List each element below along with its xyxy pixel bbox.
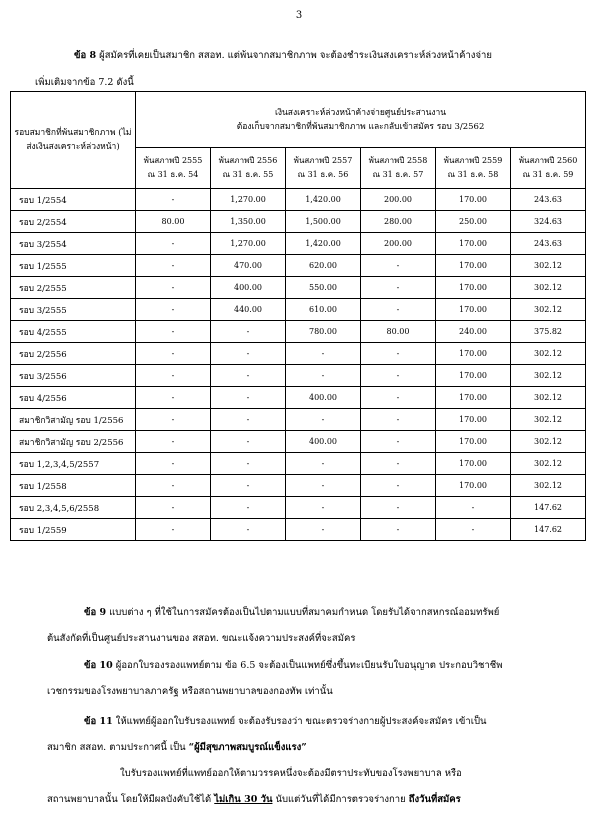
table-cell: - [136,343,211,365]
row-label: รอบ 4/2556 [11,387,136,409]
row-label: รอบ 1,2,3,4,5/2557 [11,453,136,475]
column-date: ณ 31 ธ.ค. 59 [522,170,574,179]
table-cell: 250.00 [436,211,511,233]
column-year: พ้นสภาพปี 2560 [518,156,578,165]
table-cell: - [286,497,361,519]
table-row [11,387,586,409]
table-cell: 1,270.00 [211,189,286,211]
clause-11-text-3: ใบรับรองแพทย์ที่แพทย์ออกให้ตามวรรคหนึ่งจะต้องมีตราประทับของโรงพยาบาล หรือ [120,768,462,779]
row-label: รอบ 2/2556 [11,343,136,365]
clause-8-line-1 [74,42,492,69]
table-cell: - [286,475,361,497]
table-cell: 170.00 [436,453,511,475]
clause-8-label: ข้อ 8 [74,50,97,61]
table-cell: 1,420.00 [286,189,361,211]
table-row [11,453,586,475]
table-cell: - [136,387,211,409]
table-main-header [136,92,586,148]
table-cell: 1,420.00 [286,233,361,255]
table-cell: - [211,519,286,541]
row-label: รอบ 1/2555 [11,255,136,277]
column-year: พ้นสภาพปี 2558 [368,156,428,165]
table-body [11,189,586,541]
table-cell: 302.12 [511,431,586,453]
table-cell: - [136,431,211,453]
row-label: รอบ 3/2555 [11,299,136,321]
table-cell: 280.00 [361,211,436,233]
table-cell: 302.12 [511,299,586,321]
column-date: ณ 31 ธ.ค. 56 [297,170,349,179]
table-row [11,299,586,321]
column-year: พ้นสภาพปี 2556 [218,156,278,165]
table-cell: - [361,365,436,387]
row-label: รอบ 1/2558 [11,475,136,497]
table-cell: - [286,409,361,431]
clause-10-text-1: ผู้ออกใบรองรองแพทย์ตาม ข้อ 6.5 จะต้องเป็นแพทย์ซึ่งขึ้นทะเบียนรับใบอนุญาต ประกอบวิชาชีพ [115,660,503,671]
column-date: ณ 31 ธ.ค. 55 [222,170,274,179]
clause-10-text-2: เวชกรรมของโรงพยาบาลภาครัฐ หรือสถานพยาบาลของกองทัพ เท่านั้น [47,686,333,697]
table-cell: - [211,431,286,453]
table-cell: - [361,453,436,475]
table-cell: - [136,409,211,431]
clause-11-line-2 [47,740,307,755]
table-cell: - [136,299,211,321]
table-cell: 400.00 [211,277,286,299]
clause-11-line-4 [47,792,461,807]
clause-11-text-4-end: ถึงวันที่สมัคร [408,794,461,805]
table-cell: 170.00 [436,277,511,299]
column-year: พ้นสภาพปี 2559 [443,156,503,165]
table-cell: 170.00 [436,431,511,453]
row-label: รอบ 4/2555 [11,321,136,343]
table-cell: 550.00 [286,277,361,299]
table-cell: - [211,343,286,365]
table-cell: - [361,387,436,409]
table-cell: - [136,233,211,255]
table-cell: 170.00 [436,233,511,255]
column-year: พ้นสภาพปี 2555 [143,156,203,165]
table-cell: - [361,431,436,453]
table-cell: - [136,497,211,519]
table-cell: 780.00 [286,321,361,343]
row-label: รอบ 1/2554 [11,189,136,211]
table-cell: 170.00 [436,365,511,387]
table-cell: - [436,497,511,519]
table-cell: - [136,365,211,387]
clause-11-deadline: ไม่เกิน 30 วัน [214,794,273,805]
table-cell: 302.12 [511,453,586,475]
page-number: 3 [295,10,303,21]
table-cell: 302.12 [511,365,586,387]
table-row [11,189,586,211]
column-header-4 [436,148,511,189]
clause-11-line-1 [84,714,487,729]
column-date: ณ 31 ธ.ค. 58 [447,170,499,179]
row-label: รอบ 3/2556 [11,365,136,387]
clause-8-text-2: เพิ่มเติมจากข้อ 7.2 ดังนี้ [35,77,134,88]
table-cell: - [211,409,286,431]
table-row [11,343,586,365]
table-cell: 240.00 [436,321,511,343]
table-cell: - [211,475,286,497]
row-label: รอบ 3/2554 [11,233,136,255]
table-cell: - [211,387,286,409]
table-row [11,409,586,431]
clause-11-text-1: ให้แพทย์ผู้ออกใบรับรองแพทย์ จะต้องรับรองว่า ขณะตรวจร่างกายผู้ประสงค์จะสมัคร เข้าเป็น [115,716,487,727]
table-cell: - [361,519,436,541]
table-cell: - [286,365,361,387]
table-cell: 243.63 [511,189,586,211]
table-cell: - [361,255,436,277]
table-header-row-1 [11,92,586,148]
table-cell: 302.12 [511,475,586,497]
table-cell: - [211,365,286,387]
table-row [11,211,586,233]
table-cell: 170.00 [436,189,511,211]
column-date: ณ 31 ธ.ค. 57 [372,170,424,179]
table-main-header-line-2: ต้องเก็บจากสมาชิกที่พ้นสมาชิกภาพ และกลับเข้าสมัคร รอบ 3/2562 [236,121,485,132]
clause-11-emphasis: “ผู้มีสุขภาพสมบูรณ์แข็งแรง” [188,742,307,753]
table-row [11,475,586,497]
table-cell: - [436,519,511,541]
table-row [11,233,586,255]
table-cell: - [286,519,361,541]
row-label: สมาชิกวิสามัญ รอบ 1/2556 [11,409,136,431]
clause-9-line-1 [84,605,499,620]
table-cell: 170.00 [436,343,511,365]
table-cell: 440.00 [211,299,286,321]
table-cell: 170.00 [436,475,511,497]
table-cell: - [361,475,436,497]
table-cell: 200.00 [361,189,436,211]
table-cell: 610.00 [286,299,361,321]
clause-9-text-1: แบบต่าง ๆ ที่ใช้ในการสมัครต้องเป็นไปตามแบบที่สมาคมกำหนด โดยรับได้จากสหกรณ์ออมทรัพย์ [109,607,500,618]
table-cell: 302.12 [511,387,586,409]
table-cell: 302.12 [511,343,586,365]
table-cell: 375.82 [511,321,586,343]
table-cell: - [286,343,361,365]
column-header-0 [136,148,211,189]
clause-11-text-4-mid: นับแต่วันที่ได้มีการตรวจร่างกาย [275,794,406,805]
column-header-1 [211,148,286,189]
row-label: รอบ 2/2554 [11,211,136,233]
table-cell: 400.00 [286,431,361,453]
table-cell: 1,500.00 [286,211,361,233]
table-cell: - [136,255,211,277]
table-cell: - [136,519,211,541]
table-left-header: รอบสมาชิกที่พ้นสมาชิกภาพ (ไม่ส่งเงินสงเคราะห์ล่วงหน้า) [11,92,136,189]
arrears-table [10,91,586,541]
table-cell: 170.00 [436,387,511,409]
table-cell: 302.12 [511,255,586,277]
table-cell: - [136,277,211,299]
table-cell: - [211,321,286,343]
clause-8-text-1: ผู้สมัครที่เคยเป็นสมาชิก สสอท. แต่พ้นจากสมาชิกภาพ จะต้องชำระเงินสงเคราะห์ล่วงหน้าค้างจ่าย [99,50,492,61]
table-cell: 324.63 [511,211,586,233]
table-cell: - [211,497,286,519]
table-cell: 470.00 [211,255,286,277]
column-header-3 [361,148,436,189]
row-label: สมาชิกวิสามัญ รอบ 2/2556 [11,431,136,453]
table-row [11,431,586,453]
column-date: ณ 31 ธ.ค. 54 [147,170,199,179]
table-row [11,255,586,277]
table-cell: 147.62 [511,519,586,541]
row-label: รอบ 2,3,4,5,6/2558 [11,497,136,519]
table-row [11,497,586,519]
table-cell: - [136,453,211,475]
table-cell: - [211,453,286,475]
clause-9-text-2: ต้นสังกัดที่เป็นศูนย์ประสานงานของ สสอท. ขณะแจ้งความประสงค์ที่จะสมัคร [47,633,356,644]
clause-11-text-4: สถานพยาบาลนั้น โดยให้มีผลบังคับใช้ได้ [47,794,212,805]
table-cell: 302.12 [511,409,586,431]
table-cell: 170.00 [436,255,511,277]
clause-9-label: ข้อ 9 [84,607,107,618]
column-year: พ้นสภาพปี 2557 [293,156,353,165]
clause-10-label: ข้อ 10 [84,660,113,671]
table-cell: 147.62 [511,497,586,519]
table-row [11,277,586,299]
table-cell: - [136,475,211,497]
table-cell: - [286,453,361,475]
row-label: รอบ 1/2559 [11,519,136,541]
table-cell: 80.00 [361,321,436,343]
table-cell: - [361,277,436,299]
table-cell: 400.00 [286,387,361,409]
column-header-2 [286,148,361,189]
row-label: รอบ 2/2555 [11,277,136,299]
table-cell: 302.12 [511,277,586,299]
table-cell: - [136,189,211,211]
table-cell: 1,270.00 [211,233,286,255]
table-cell: - [361,299,436,321]
clause-11-label: ข้อ 11 [84,716,113,727]
table-cell: 200.00 [361,233,436,255]
table-cell: - [361,343,436,365]
table-cell: - [136,321,211,343]
table-cell: 1,350.00 [211,211,286,233]
table-row [11,519,586,541]
clause-10-line-1 [84,658,503,673]
table-cell: 80.00 [136,211,211,233]
table-cell: 170.00 [436,409,511,431]
table-cell: - [361,409,436,431]
column-header-5 [511,148,586,189]
clause-11-text-2: สมาชิก สสอท. ตามประกาศนี้ เป็น [47,742,186,753]
table-row [11,365,586,387]
table-cell: 620.00 [286,255,361,277]
table-cell: 170.00 [436,299,511,321]
table-row [11,321,586,343]
table-cell: - [361,497,436,519]
table-cell: 243.63 [511,233,586,255]
table-main-header-line-1: เงินสงเคราะห์ล่วงหน้าค้างจ่ายศูนย์ประสานงาน [274,107,447,118]
